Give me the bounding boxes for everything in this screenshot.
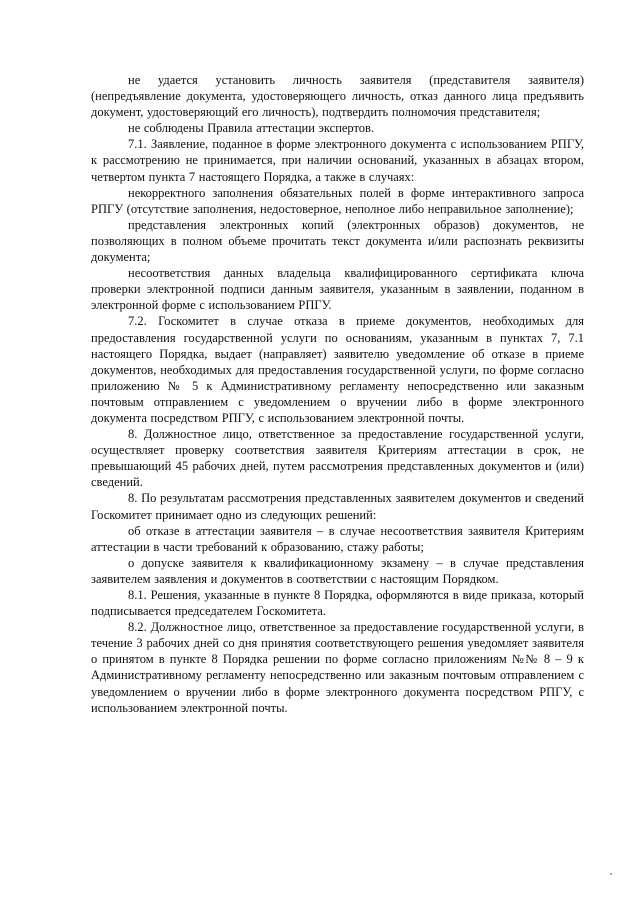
paragraph-8-2: 8.2. Должностное лицо, ответственное за предоставление государственной услуги, в течение 3 рабочих дней со дня принятия соответствующего решения уведомляет заявителя о принятом в пункте 8 Порядка решении по форме согласно приложениям №№ 8 – 9 к Административному регламенту непосредственно или заказным почтовым отправлением с уведомлением о вручении либо в форме электронного документа посредством РПГУ, с использованием электронной почты. <box>91 620 584 715</box>
paragraph-8-decisions: 8. По результатам рассмотрения представленных заявителем документов и сведений Госкомитет принимает одно из следующих решений: <box>91 491 584 522</box>
paragraph-8-1: 8.1. Решения, указанные в пункте 8 Порядка, оформляются в виде приказа, который подписывается председателем Госкомитета. <box>91 588 584 619</box>
paragraph-8-check: 8. Должностное лицо, ответственное за предоставление государственной услуги, осуществляет проверку соответствия заявителя Критериям аттестации в срок, не превышающий 45 рабочих дней, путем рассмотрения представленных документов и (или) сведений. <box>91 427 584 490</box>
paragraph-7-1: 7.1. Заявление, поданное в форме электронного документа с использованием РПГУ, к рассмотрению не принимается, при наличии оснований, указанных в абзацах втором, четвертом пункта 7 настоящего Порядка, а также в случаях: <box>91 137 584 184</box>
scan-speck <box>610 873 612 875</box>
paragraph-electronic-copies: представления электронных копий (электронных образов) документов, не позволяющих в полном объеме прочитать текст документа и/или распознать реквизиты документа; <box>91 217 584 265</box>
paragraph-incorrect-fields: некорректного заполнения обязательных полей в форме интерактивного запроса РПГУ (отсутствие заполнения, недостоверное, неполное либо неправильное заполнение); <box>91 185 584 216</box>
paragraph-rules: не соблюдены Правила аттестации экспертов. <box>128 121 375 136</box>
paragraph-certificate-mismatch: несоответствия данных владельца квалифицированного сертификата ключа проверки электронной подписи данным заявителя, указанным в заявлении, поданном в электронной форме с использованием РПГУ. <box>91 266 584 313</box>
paragraph-7-2: 7.2. Госкомитет в случае отказа в приеме документов, необходимых для предоставления государственной услуги по основаниям, указанным в пунктах 7, 7.1 настоящего Порядка, выдает (направляет) заявителю уведомление об отказе в приеме документов, необходимых для предоставления государственной услуги, по форме согласно приложению № 5 к Административному регламенту непосредственно или заказным почтовым отправлением с уведомлением о вручении либо в форме электронного документа посредством РПГУ, с использованием электронной почты. <box>91 314 584 425</box>
paragraph-identity: не удается установить личность заявителя (представителя заявителя) (непредъявление документа, удостоверяющего личность, отказ данного лица предъявить документ, удостоверяющий его личность), подтвердить полномочия представителя; <box>91 73 584 120</box>
paragraph-refusal: об отказе в аттестации заявителя – в случае несоответствия заявителя Критериям аттестации в части требований к образованию, стажу работы; <box>91 523 584 554</box>
paragraph-admission: о допуске заявителя к квалификационному экзамену – в случае представления заявителем заявления и документов в соответствии с настоящим Порядком. <box>91 555 584 586</box>
